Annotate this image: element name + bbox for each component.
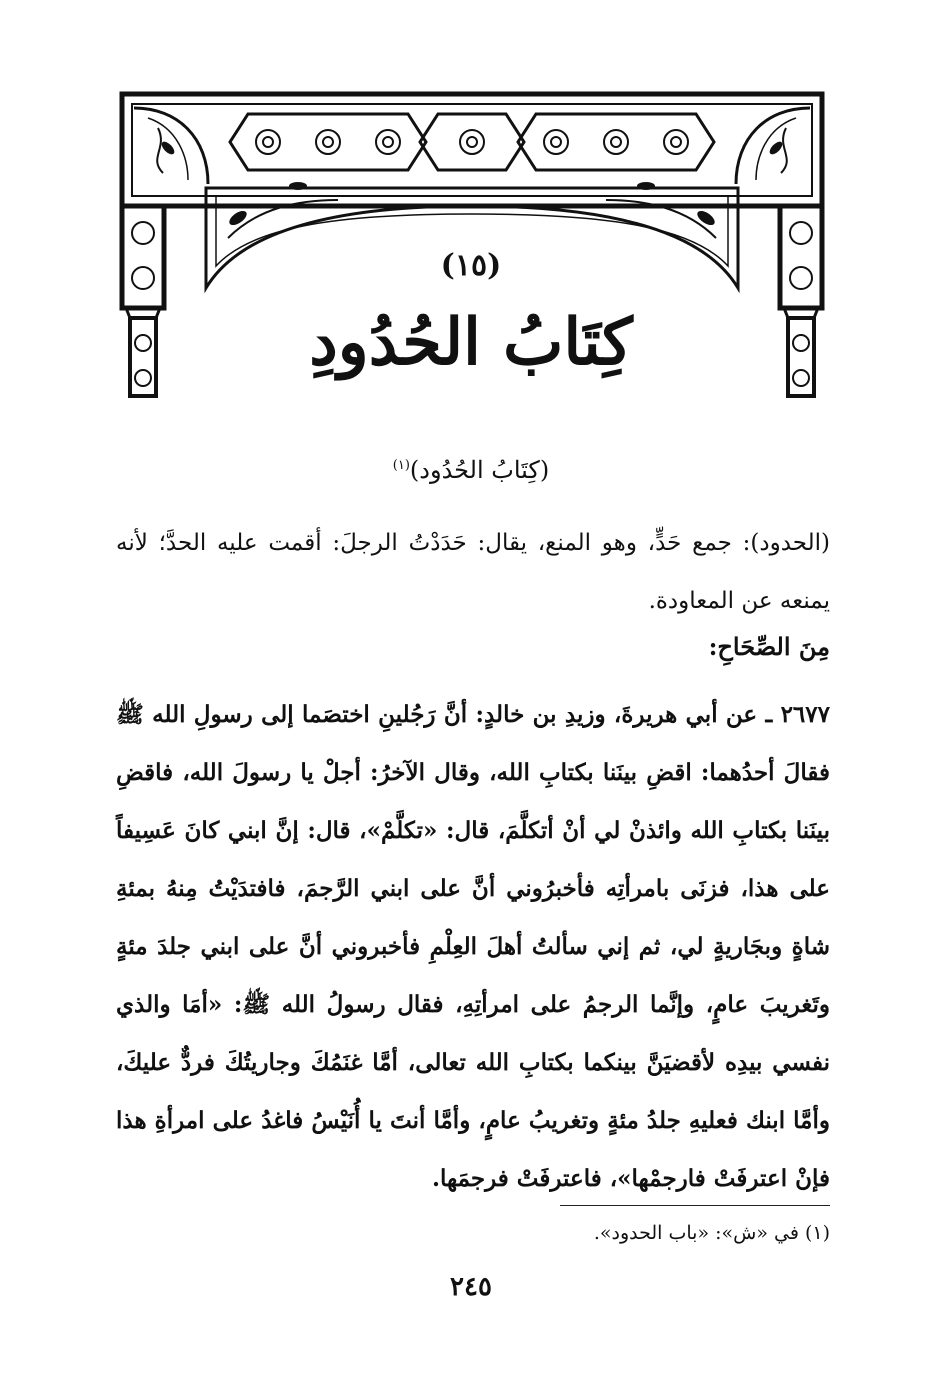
section-heading-text: (كِتَابُ الحُدُود) bbox=[409, 456, 550, 484]
chapter-number: (١٥) bbox=[440, 248, 502, 283]
intro-paragraph: (الحدود): جمع حَدٍّ، وهو المنع، يقال: حَدَدْتُ الرجلَ: أقمت عليه الحدَّ؛ لأنه يمنعه عن المعاودة. bbox=[116, 530, 830, 614]
footnote-divider bbox=[560, 1205, 830, 1206]
section-heading bbox=[0, 456, 942, 484]
hadith-paragraph: ٢٦٧٧ ـ عن أبي هريرةَ، وزيدِ بن خالدٍ: أنَّ رَجُلينِ اختصَما إلى رسولِ الله ﷺ فقالَ أحدُهما: اقضِ بينَنا بكتابِ الله، وقال الآخرُ: أجلْ يا رسولَ الله، فاقضِ بينَنا بكتابِ الله وائذنْ لي أنْ أتكلَّمَ، قال: «تكلَّمْ»، قال: إنَّ ابني كانَ عَسِيفاً على هذا، فزنَى بامرأتِه فأخبرُوني أنَّ على ابني الرَّجمَ، فافتدَيْتُ مِنهُ بمئةِ شاةٍ وبجَاريةٍ لي، ثم إني سألتُ أهلَ العِلْمِ فأخبروني أنَّ على ابني جلدَ مئةٍ وتَغريبَ عامٍ، وإنَّما الرجمُ على امرأتِهِ، فقال رسولُ الله ﷺ: «أمَا والذي نفسي بيدِه لأقضيَنَّ بينكما بكتابِ الله تعالى، أمَّا غنَمُكَ وجاريتُكَ فردٌّ عليكَ، وأمَّا ابنك فعليهِ جلدُ مئةٍ وتغريبُ عامٍ، وأمَّا أنتَ يا أُنَيْسُ فاغدُ على امرأةِ هذا فإنْ اعترفَتْ فارجمْها»، فاعترفَتْ فرجمَها. bbox=[116, 701, 830, 1192]
footnote: (١) في «ش»: «باب الحدود». bbox=[593, 1222, 830, 1244]
page-number: ٢٤٥ bbox=[450, 1272, 492, 1302]
footnote-reference: (١) bbox=[392, 458, 410, 473]
book-title: كِتَابُ الحُدُودِ bbox=[309, 305, 633, 380]
subheading: مِنَ الصِّحَاحِ: bbox=[708, 632, 830, 661]
